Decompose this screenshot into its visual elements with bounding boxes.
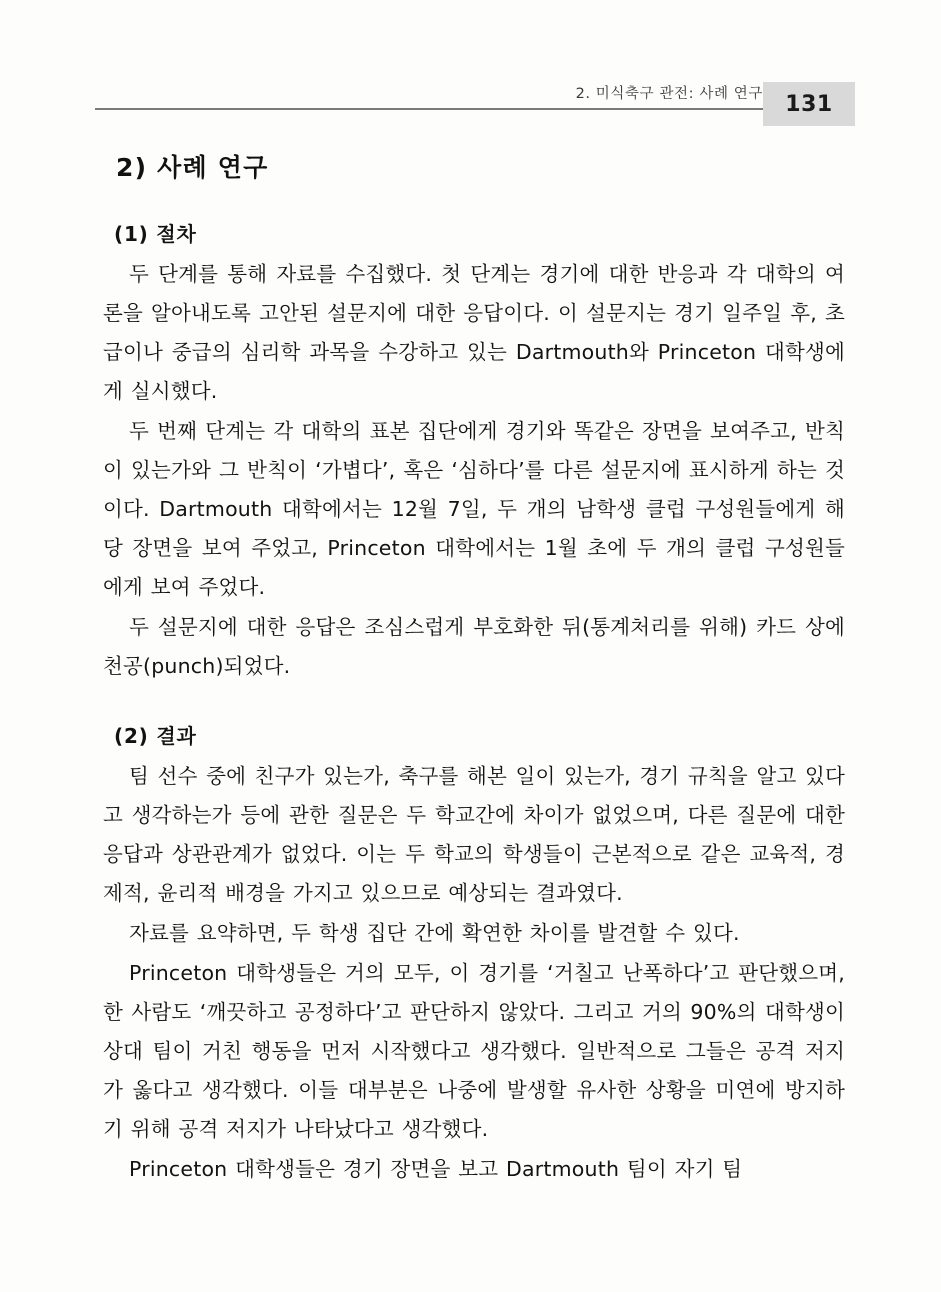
paragraph: 두 설문지에 대한 응답은 조심스럽게 부호화한 뒤(통계처리를 위해) 카드 상에 천공(punch)되었다. [103,615,845,678]
paragraph: 팀 선수 중에 친구가 있는가, 축구를 해본 일이 있는가, 경기 규칙을 알고 있다고 생각하는가 등에 관한 질문은 두 학교간에 차이가 없었으며, 다른 질문에 대한 응답과 상관관계가 없었다. 이는 두 학교의 학생들이 근본적으로 같은 교육적, 경제적, 윤리적 배경을 가지고 있으므로 예상되는 결과였다. [103,764,845,905]
subsection-heading-procedure: (1) 절차 [114,222,197,246]
paragraph: Princeton 대학생들은 경기 장면을 보고 Dartmouth 팀이 자기 팀 [129,1157,743,1181]
paragraph: Princeton 대학생들은 거의 모두, 이 경기를 ‘거칠고 난폭하다’고 판단했으며, 한 사람도 ‘깨끗하고 공정하다’고 판단하지 않았다. 그리고 거의 90%의 대학생이 상대 팀이 거친 행동을 먼저 시작했다고 생각했다. 일반적으로 그들은 공격 저지가 옳다고 생각했다. 이들 대부분은 나중에 발생할 유사한 상황을 미연에 방지하기 위해 공격 저지가 나타났다고 생각했다. [103,961,845,1141]
page-body [103,148,845,1189]
subsection-heading-results: (2) 결과 [114,724,197,748]
paragraph: 자료를 요약하면, 두 학생 집단 간에 확연한 차이를 발견할 수 있다. [129,921,740,945]
paragraph: 두 단계를 통해 자료를 수집했다. 첫 단계는 경기에 대한 반응과 각 대학의 여론을 알아내도록 고안된 설문지에 대한 응답이다. 이 설문지는 경기 일주일 후, 초급이나 중급의 심리학 과목을 수강하고 있는 Dartmouth와 Princeton 대학생에게 실시했다. [103,262,845,403]
page-header [95,82,855,122]
page-number: 131 [785,91,833,117]
page-number-badge [763,82,855,126]
paragraph: 두 번째 단계는 각 대학의 표본 집단에게 경기와 똑같은 장면을 보여주고, 반칙이 있는가와 그 반칙이 ‘가볍다’, 혹은 ‘심하다’를 다른 설문지에 표시하게 하는 것이다. Dartmouth 대학에서는 12월 7일, 두 개의 남학생 클럽 구성원들에게 해당 장면을 보여 주었고, Princeton 대학에서는 1월 초에 두 개의 클럽 구성원들에게 보여 주었다. [103,419,845,599]
section-heading: 2) 사례 연구 [116,153,269,182]
header-divider-rule [95,108,763,110]
running-head-title: 2. 미식축구 관전: 사례 연구 [575,86,763,102]
